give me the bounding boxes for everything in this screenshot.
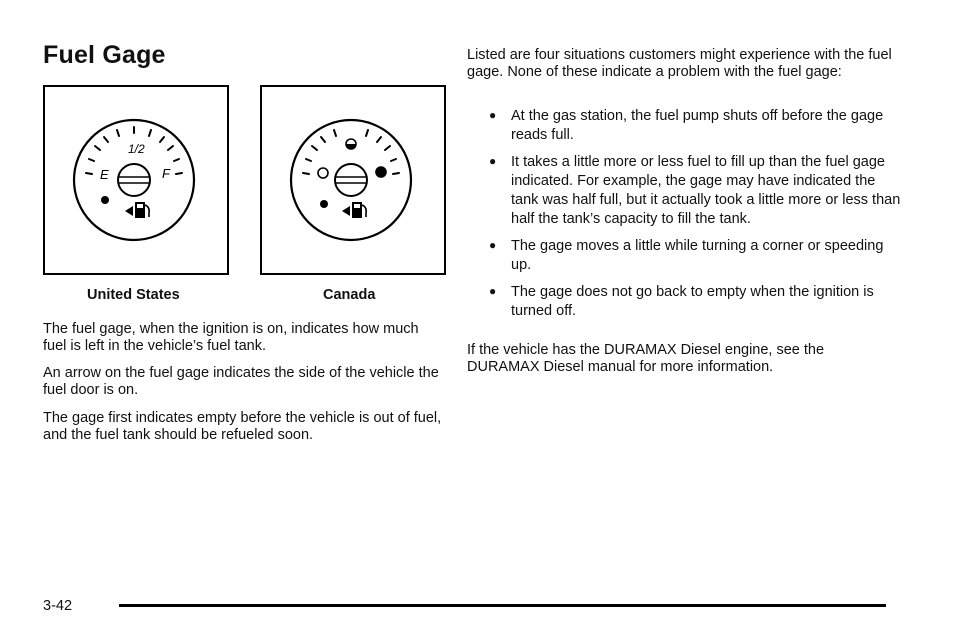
situations-list	[485, 107, 905, 329]
body-paragraph: The gage first indicates empty before the vehicle is out of fuel, and the fuel tank should be refueled soon.	[43, 410, 442, 443]
footer-rule	[119, 604, 886, 607]
us-fuel-gage-illustration	[45, 87, 227, 273]
closing-paragraph: If the vehicle has the DURAMAX Diesel engine, see the DURAMAX Diesel manual for more information.	[467, 342, 825, 375]
bullet-icon: ●	[489, 284, 497, 298]
full-mark-label: F	[162, 166, 170, 181]
intro-paragraph: Listed are four situations customers might experience with the fuel gage. None of these indicate a problem with the fuel gage:	[467, 47, 892, 80]
low-fuel-indicator-dot	[320, 200, 328, 208]
page-number: 3-42	[43, 598, 73, 614]
needle-hub	[335, 164, 367, 196]
list-item: ● The gage moves a little while turning a corner or speeding up.	[489, 238, 884, 273]
low-fuel-indicator-dot	[101, 196, 109, 204]
bullet-icon: ●	[489, 154, 497, 168]
list-item: ● The gage does not go back to empty when the ignition is turned off.	[489, 284, 874, 319]
empty-symbol-icon	[318, 168, 328, 178]
body-paragraph: An arrow on the fuel gage indicates the side of the vehicle the fuel door is on.	[43, 365, 439, 398]
page-title: Fuel Gage	[43, 41, 166, 69]
needle-hub	[118, 164, 150, 196]
bullet-icon: ●	[489, 238, 497, 252]
canada-fuel-gage-illustration	[262, 87, 444, 273]
us-figure-caption: United States	[87, 287, 180, 303]
list-item: ● At the gas station, the fuel pump shuts off before the gage reads full.	[489, 108, 884, 143]
half-mark-label: 1/2	[128, 142, 145, 156]
half-symbol-icon	[346, 139, 356, 149]
canada-fuel-gage-figure	[260, 85, 446, 275]
canada-figure-caption: Canada	[323, 287, 376, 303]
empty-mark-label: E	[100, 167, 109, 182]
body-paragraph: The fuel gage, when the ignition is on, indicates how much fuel is left in the vehicle’s fuel tank.	[43, 321, 419, 354]
us-fuel-gage-figure	[43, 85, 229, 275]
list-item: ● It takes a little more or less fuel to fill up than the fuel gage indicated. For example, the gage may have indicated the tank was half full, but it actually took a little more or less than half the tank’s capacity to fill the tank.	[489, 154, 901, 227]
full-symbol-icon	[376, 167, 386, 177]
bullet-icon: ●	[489, 108, 497, 122]
